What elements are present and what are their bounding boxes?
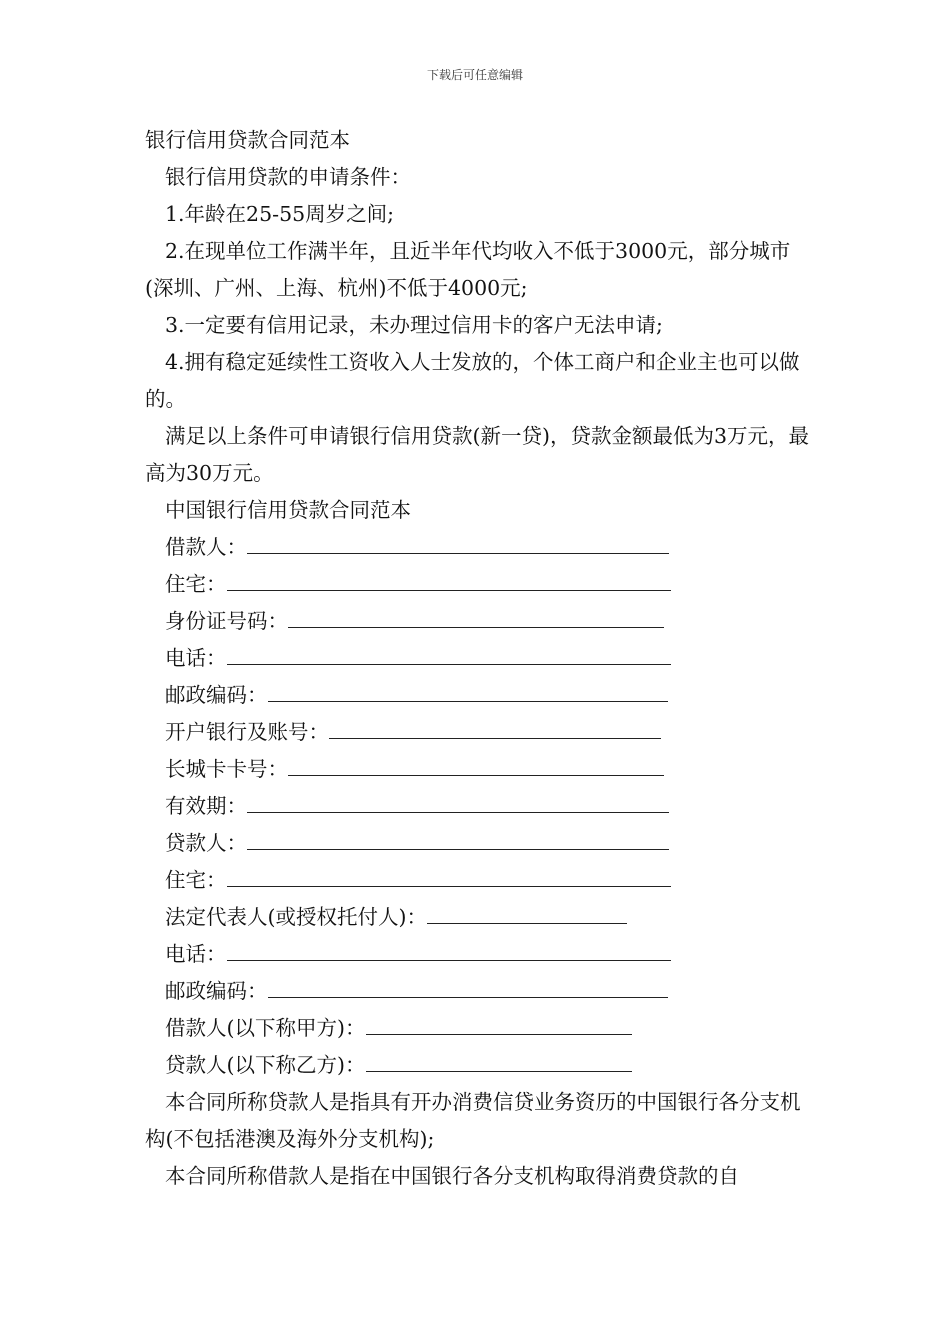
fill-in-line[interactable]: [227, 864, 671, 887]
field-label: 电话：: [165, 942, 227, 966]
field-label: 邮政编码：: [165, 683, 268, 707]
page-header: 下载后可任意编辑: [426, 68, 523, 82]
field-borrower: [145, 529, 815, 566]
document-title: 银行信用贷款合同范本: [145, 128, 350, 152]
fill-in-line[interactable]: [268, 679, 668, 702]
fill-in-line[interactable]: [227, 568, 671, 591]
fill-in-line[interactable]: [366, 1049, 632, 1072]
field-party-b: [145, 1047, 815, 1084]
field-label: 电话：: [165, 646, 227, 670]
field-card-number: [145, 751, 815, 788]
document-body: [145, 122, 815, 1195]
intro-paragraph: 银行信用贷款的申请条件：: [165, 165, 411, 189]
fill-in-line[interactable]: [288, 753, 664, 776]
fill-in-line[interactable]: [427, 901, 627, 924]
field-label: 借款人(以下称甲方)：: [165, 1016, 366, 1040]
condition-4: 4.拥有稳定延续性工资收入人士发放的，个体工商户和企业主也可以做的。: [145, 350, 800, 411]
field-label: 住宅：: [165, 868, 227, 892]
field-label: 邮政编码：: [165, 979, 268, 1003]
field-id-number: [145, 603, 815, 640]
fill-in-line[interactable]: [366, 1012, 632, 1035]
field-bank-account: [145, 714, 815, 751]
clause-borrower-definition: 本合同所称借款人是指在中国银行各分支机构取得消费贷款的自: [165, 1164, 739, 1188]
field-label: 开户银行及账号：: [165, 720, 329, 744]
field-lender-postcode: [145, 973, 815, 1010]
condition-1: 1.年龄在25-55周岁之间;: [165, 202, 395, 226]
field-label: 法定代表人(或授权托付人)：: [165, 905, 427, 929]
field-legal-representative: [145, 899, 815, 936]
fill-in-line[interactable]: [247, 531, 669, 554]
fill-in-line[interactable]: [247, 827, 669, 850]
field-phone: [145, 640, 815, 677]
field-residence: [145, 566, 815, 603]
field-label: 住宅：: [165, 572, 227, 596]
fill-in-line[interactable]: [227, 938, 671, 961]
field-validity: [145, 788, 815, 825]
condition-3: 3.一定要有信用记录，未办理过信用卡的客户无法申请;: [165, 313, 663, 337]
fill-in-line[interactable]: [288, 605, 664, 628]
field-lender: [145, 825, 815, 862]
field-lender-phone: [145, 936, 815, 973]
field-label: 身份证号码：: [165, 609, 288, 633]
condition-2: 2.在现单位工作满半年，且近半年代均收入不低于3000元，部分城市(深圳、广州、上海、杭州)不低于4000元;: [145, 239, 791, 300]
summary-paragraph: 满足以上条件可申请银行信用贷款(新一贷)，贷款金额最低为3万元，最高为30万元。: [145, 424, 810, 485]
field-label: 贷款人：: [165, 831, 247, 855]
field-label: 有效期：: [165, 794, 247, 818]
fill-in-line[interactable]: [227, 642, 671, 665]
field-lender-residence: [145, 862, 815, 899]
field-label: 贷款人(以下称乙方)：: [165, 1053, 366, 1077]
field-label: 借款人：: [165, 535, 247, 559]
field-party-a: [145, 1010, 815, 1047]
field-postcode: [145, 677, 815, 714]
fill-in-line[interactable]: [247, 790, 669, 813]
fill-in-line[interactable]: [268, 975, 668, 998]
fill-in-line[interactable]: [329, 716, 661, 739]
clause-lender-definition: 本合同所称贷款人是指具有开办消费信贷业务资历的中国银行各分支机构(不包括港澳及海外分支机构);: [145, 1090, 801, 1151]
contract-title: 中国银行信用贷款合同范本: [165, 498, 411, 522]
field-label: 长城卡卡号：: [165, 757, 288, 781]
